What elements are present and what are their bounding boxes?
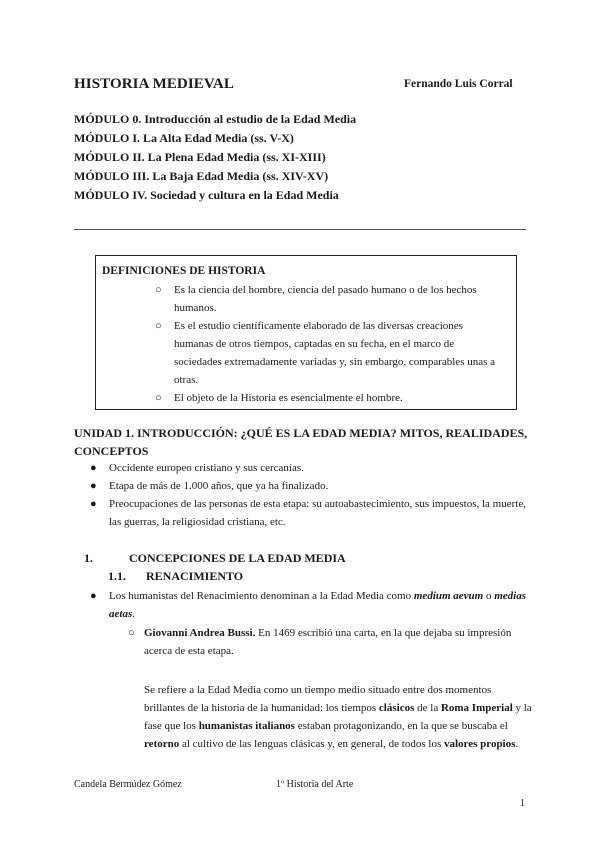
disc-bullet-icon: ● (90, 498, 97, 510)
bussi-text: Giovanni Andrea Bussi. En 1469 escribió una carta, en la que dejaba su impresión acerca de esta etapa. (144, 627, 512, 657)
list-item: ○ Es la ciencia del hombre, ciencia del pasado humano o de los hechos humanos. (155, 281, 500, 317)
circle-bullet-icon: ○ (155, 320, 162, 332)
document-title: HISTORIA MEDIEVAL (74, 76, 234, 92)
subsection-heading (108, 569, 243, 584)
definitions-title: DEFINICIONES DE HISTORIA (102, 265, 266, 277)
author-name: Fernando Luis Corral (404, 78, 513, 90)
module-item: MÓDULO II. La Plena Edad Media (ss. XI-XIII) (74, 150, 326, 164)
module-list (74, 110, 356, 205)
list-item: ○ Es el estudio científicamente elaborado de las diversas creaciones humanas de otros tiempos, captadas en su fecha, en el marco de sociedades extremadamente variadas y, sin embargo, comparables unas a otras. (155, 317, 500, 389)
list-item: ● Preocupaciones de las personas de esta etapa: su autoabastecimiento, sus impuestos, la muerte, las guerras, la religiosidad cristiana, etc. (90, 495, 530, 531)
subsection-title: RENACIMIENTO (146, 569, 244, 583)
unit-heading: UNIDAD 1. INTRODUCCIÓN: ¿QUÉ ES LA EDAD MEDIA? MITOS, REALIDADES, CONCEPTOS (74, 426, 528, 458)
disc-bullet-icon: ● (90, 590, 97, 602)
paragraph: Se refiere a la Edad Media como un tiempo medio situado entre dos momentos brillantes de la historia de la humanidad: los tiempos clásicos de la Roma Imperial y la fase que los humanistas italianos estaban protagonizando, en la que se buscaba el retorno al cultivo de las lenguas clásicas y, en general, de todos los valores propios. (144, 684, 532, 750)
circle-bullet-icon: ○ (128, 627, 135, 639)
section-heading (84, 551, 346, 566)
module-item: MÓDULO III. La Baja Edad Media (ss. XIV-XV) (74, 169, 329, 183)
module-item: MÓDULO 0. Introducción al estudio de la Edad Media (74, 112, 357, 126)
list-item (90, 587, 530, 623)
definitions-list (155, 281, 500, 407)
circle-bullet-icon: ○ (155, 284, 162, 296)
disc-bullet-icon: ● (90, 462, 97, 474)
horizontal-rule (74, 229, 526, 230)
renacimiento-text: Los humanistas del Renacimiento denominan a la Edad Media como medium aevum o medias aetas. (109, 590, 527, 620)
section-number: 1. (84, 551, 93, 565)
footer-student: Candela Bermúdez Gómez (74, 779, 182, 790)
section-title: CONCEPCIONES DE LA EDAD MEDIA (129, 551, 346, 565)
list-item: ● Etapa de más de 1.000 años, que ya ha finalizado. (90, 477, 530, 495)
list-item: ● Occidente europeo cristiano y sus cercanías. (90, 459, 530, 477)
unit-list (90, 459, 530, 531)
disc-bullet-icon: ● (90, 480, 97, 492)
circle-bullet-icon: ○ (155, 392, 162, 404)
module-item: MÓDULO I. La Alta Edad Media (ss. V-X) (74, 131, 294, 145)
page-number: 1 (520, 798, 525, 809)
module-item: MÓDULO IV. Sociedad y cultura en la Edad Media (74, 188, 339, 202)
footer-course: 1º Historia del Arte (276, 779, 354, 790)
subsection-number: 1.1. (108, 569, 126, 583)
list-item: ○ El objeto de la Historia es esencialmente el hombre. (155, 389, 500, 407)
list-item (128, 624, 528, 660)
